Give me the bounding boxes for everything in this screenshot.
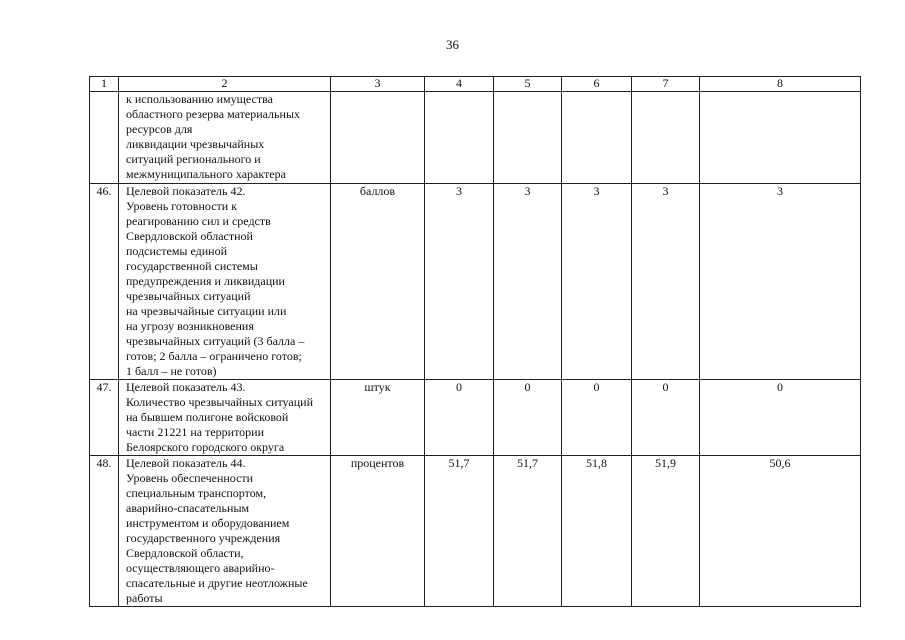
row-value: 0 [632,380,700,456]
row-value [700,92,861,184]
row-unit: штук [331,380,425,456]
header-cell: 8 [700,77,861,92]
row-value: 3 [425,184,494,380]
row-number: 47. [90,380,119,456]
row-value [562,92,632,184]
row-value [494,92,562,184]
row-value: 3 [632,184,700,380]
table-row [90,380,861,456]
header-cell: 5 [494,77,562,92]
row-value: 3 [562,184,632,380]
row-value: 50,6 [700,456,861,607]
row-value: 51,7 [425,456,494,607]
row-unit: баллов [331,184,425,380]
row-value [632,92,700,184]
row-value: 3 [700,184,861,380]
indicators-table [89,76,861,607]
page-number: 36 [446,37,459,52]
row-value: 51,7 [494,456,562,607]
header-cell: 3 [331,77,425,92]
header-cell: 6 [562,77,632,92]
row-unit: процентов [331,456,425,607]
table-row [90,456,861,607]
row-description: Целевой показатель 43. Количество чрезвычайных ситуаций на бывшем полигоне войсковой части 21221 на территории Белоярского городского округа [119,380,331,456]
row-value: 3 [494,184,562,380]
header-cell: 4 [425,77,494,92]
row-value [425,92,494,184]
row-number [90,92,119,184]
row-value: 0 [700,380,861,456]
header-row [90,77,861,92]
row-value: 0 [494,380,562,456]
row-description: Целевой показатель 42. Уровень готовности к реагированию сил и средств Свердловской областной подсистемы единой государственной системы предупреждения и ликвидации чрезвычайных ситуаций на чрезвычайные ситуации или на угрозу возникновения чрезвычайных ситуаций (3 балла – готов; 2 балла – ограничено готов; 1 балл – не готов) [119,184,331,380]
table-row [90,184,861,380]
row-unit [331,92,425,184]
row-number: 46. [90,184,119,380]
header-cell: 2 [119,77,331,92]
header-cell: 7 [632,77,700,92]
header-cell: 1 [90,77,119,92]
row-description: к использованию имущества областного резерва материальных ресурсов для ликвидации чрезвычайных ситуаций регионального и межмуниципального характера [119,92,331,184]
row-value: 0 [562,380,632,456]
continuation-row [90,92,861,184]
row-description: Целевой показатель 44. Уровень обеспеченности специальным транспортом, аварийно-спасательным инструментом и оборудованием государственного учреждения Свердловской области, осуществляющего аварийно- спасательные и другие неотложные работы [119,456,331,607]
row-value: 51,8 [562,456,632,607]
row-value: 0 [425,380,494,456]
row-number: 48. [90,456,119,607]
row-value: 51,9 [632,456,700,607]
